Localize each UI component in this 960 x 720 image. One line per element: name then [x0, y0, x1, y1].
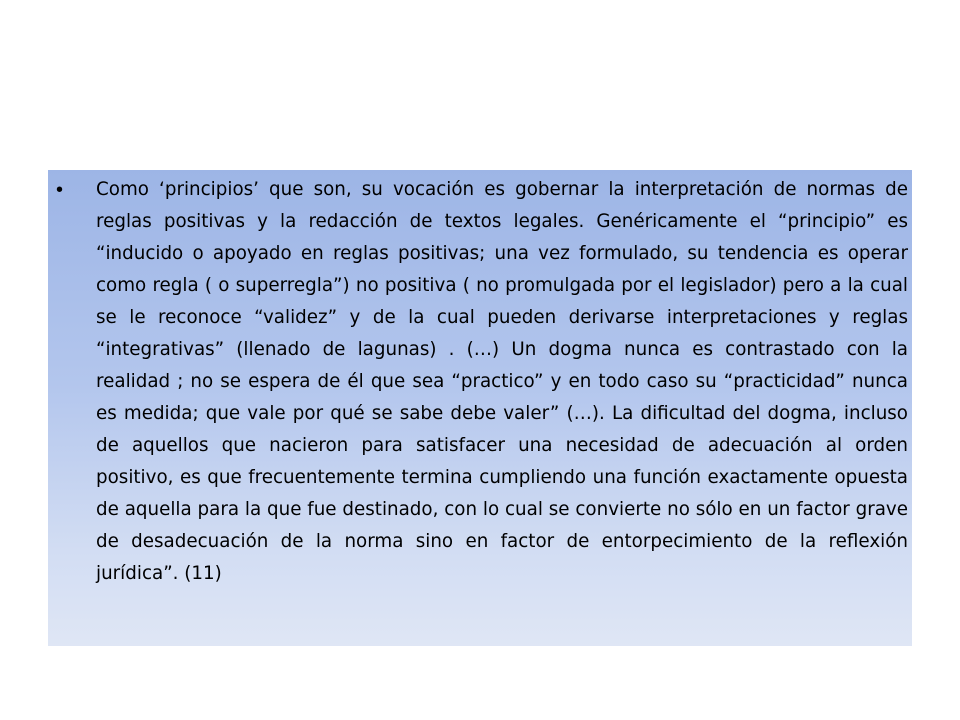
quote-paragraph: Como ‘principios’ que son, su vocación es gobernar la interpretación de normas de reglas positivas y la redacción de textos legales. Genéricamente el “principio” es “inducido o apoyado en reglas positivas; una vez formulado, su tendencia es operar como regla ( o superregla”) no positiva ( no promulgada por el legislador) pero a la cual se le reconoce “validez” y de la cual pueden derivarse interpretaciones y reglas “integrativas” (llenado de lagunas) . (…) Un dogma nunca es contrastado con la realidad ; no se espera de él que sea “practico” y en todo caso su “practicidad” nunca es medida; que vale por qué se sabe debe valer” (…). La dificultad del dogma, incluso de aquellos que nacieron para satisfacer una necesidad de adecuación al orden positivo, es que frecuentemente termina cumpliendo una función exactamente opuesta de aquella para la que fue destinado, con lo cual se convierte no sólo en un factor grave de desadecuación de la norma sino en factor de entorpecimiento de la reflexión jurídica”. (11) [96, 179, 908, 584]
bullet-marker: • [56, 179, 64, 201]
bullet-item [56, 174, 910, 590]
